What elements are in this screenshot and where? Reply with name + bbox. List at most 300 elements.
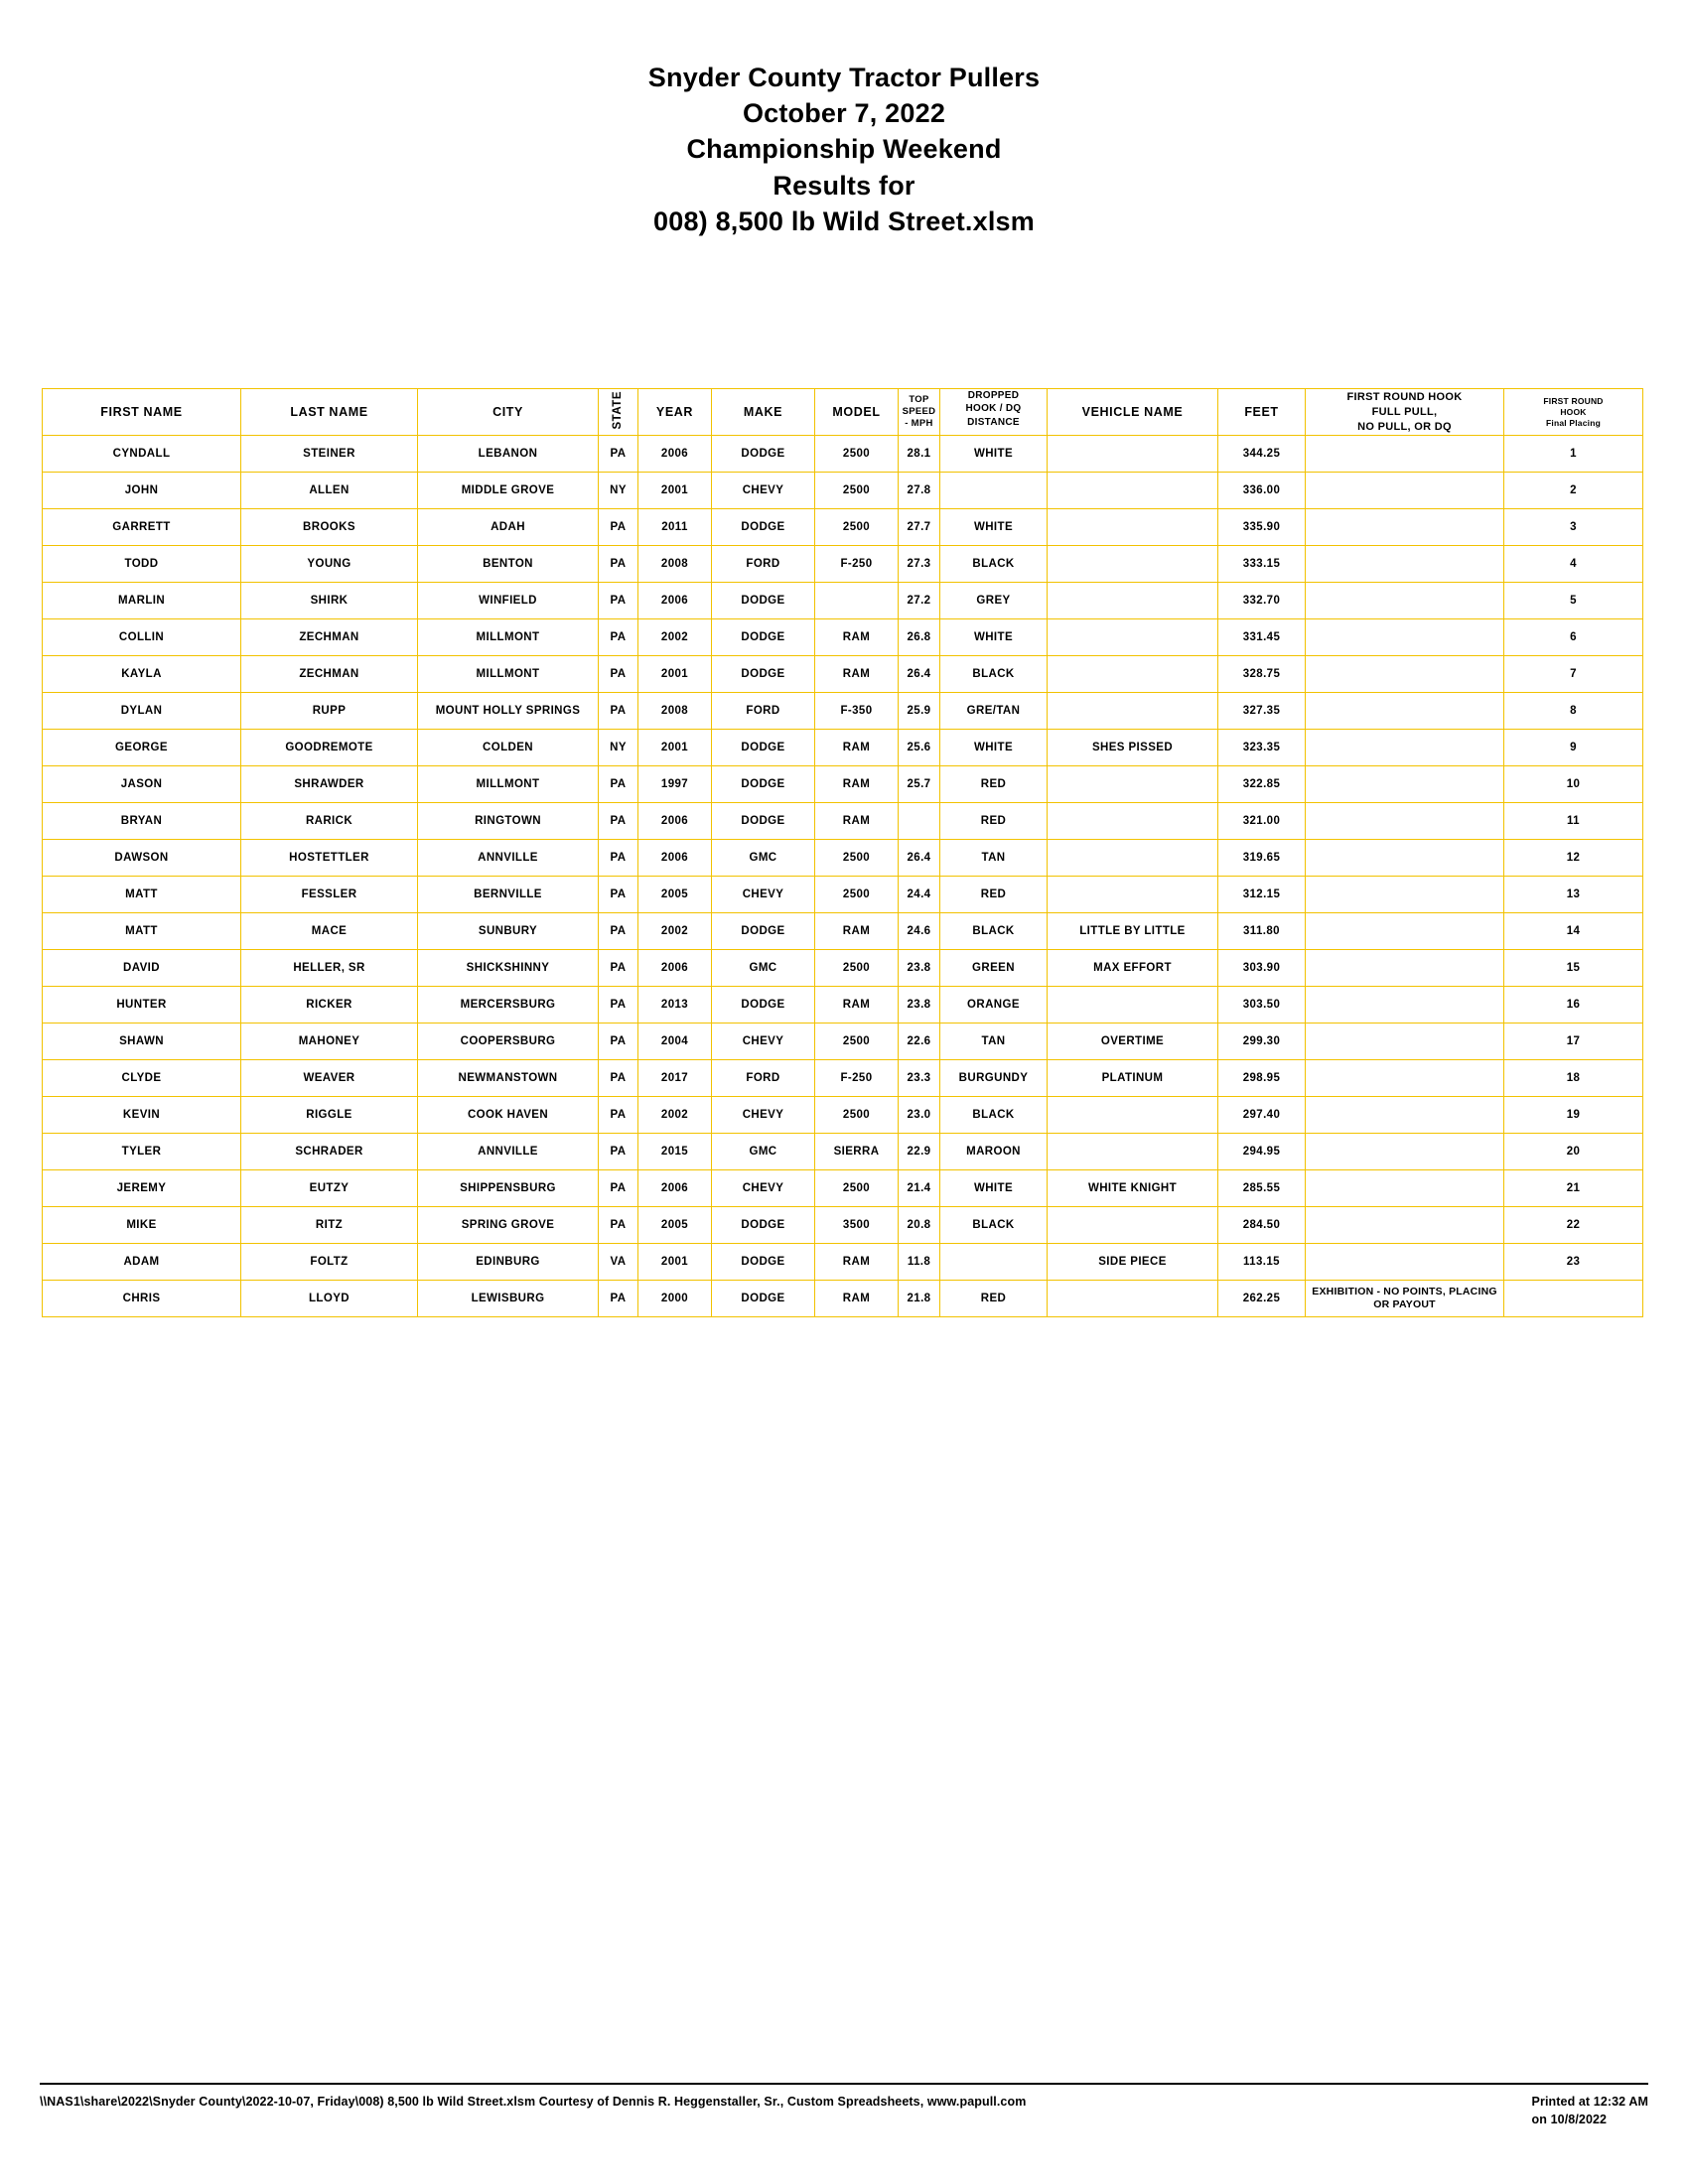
cell-make: DODGE [712, 987, 815, 1024]
cell-vehicle-name: MAX EFFORT [1048, 950, 1218, 987]
cell-state: PA [599, 950, 638, 987]
cell-top-speed: 22.6 [899, 1024, 940, 1060]
cell-vehicle-name [1048, 436, 1218, 473]
column-header-first-round-hook [1306, 388, 1504, 436]
cell-state: PA [599, 1170, 638, 1207]
cell-first-round-hook [1306, 950, 1504, 987]
cell-feet: 113.15 [1218, 1244, 1306, 1281]
cell-model: RAM [815, 766, 899, 803]
document-footer [40, 2083, 1648, 2128]
cell-first-name: MATT [43, 877, 241, 913]
table-row [43, 913, 1643, 950]
cell-feet: 284.50 [1218, 1207, 1306, 1244]
cell-first-round-hook [1306, 1060, 1504, 1097]
table-row [43, 619, 1643, 656]
cell-city: MILLMONT [418, 619, 599, 656]
cell-state: PA [599, 546, 638, 583]
cell-make: CHEVY [712, 877, 815, 913]
cell-first-round-hook [1306, 1170, 1504, 1207]
cell-vehicle-name [1048, 1281, 1218, 1317]
cell-top-speed: 26.4 [899, 656, 940, 693]
table-row [43, 1097, 1643, 1134]
cell-state: PA [599, 1024, 638, 1060]
cell-final-placing: 19 [1504, 1097, 1643, 1134]
cell-first-name: GARRETT [43, 509, 241, 546]
column-header-model: MODEL [815, 388, 899, 436]
cell-top-speed: 26.8 [899, 619, 940, 656]
cell-last-name: RICKER [241, 987, 418, 1024]
table-row [43, 693, 1643, 730]
cell-year: 2001 [638, 473, 712, 509]
cell-first-name: CLYDE [43, 1060, 241, 1097]
cell-first-name: TYLER [43, 1134, 241, 1170]
cell-final-placing: 16 [1504, 987, 1643, 1024]
cell-model: 3500 [815, 1207, 899, 1244]
cell-first-round-hook [1306, 730, 1504, 766]
table-row [43, 877, 1643, 913]
cell-dropped-hook: WHITE [940, 619, 1048, 656]
title-line-class-file: 008) 8,500 lb Wild Street.xlsm [653, 205, 1035, 236]
column-header-final-placing-line2: HOOK [1560, 406, 1587, 417]
cell-year: 2006 [638, 840, 712, 877]
column-header-final-placing-line1: FIRST ROUND [1543, 395, 1604, 406]
cell-final-placing: 8 [1504, 693, 1643, 730]
cell-dropped-hook: GREEN [940, 950, 1048, 987]
column-header-state [599, 388, 638, 436]
column-header-city: CITY [418, 388, 599, 436]
cell-vehicle-name: SIDE PIECE [1048, 1244, 1218, 1281]
cell-make: DODGE [712, 913, 815, 950]
results-table-header [43, 388, 1643, 436]
cell-make: DODGE [712, 509, 815, 546]
cell-model: RAM [815, 1281, 899, 1317]
cell-final-placing: 13 [1504, 877, 1643, 913]
cell-model: F-250 [815, 546, 899, 583]
table-row [43, 803, 1643, 840]
cell-first-round-hook [1306, 1244, 1504, 1281]
cell-last-name: ZECHMAN [241, 656, 418, 693]
cell-state: PA [599, 840, 638, 877]
cell-first-name: ADAM [43, 1244, 241, 1281]
cell-feet: 323.35 [1218, 730, 1306, 766]
cell-top-speed: 23.8 [899, 950, 940, 987]
cell-last-name: RUPP [241, 693, 418, 730]
cell-first-name: COLLIN [43, 619, 241, 656]
cell-state: PA [599, 509, 638, 546]
cell-make: GMC [712, 1134, 815, 1170]
cell-last-name: WEAVER [241, 1060, 418, 1097]
cell-first-round-hook: EXHIBITION - NO POINTS, PLACING OR PAYOUT [1306, 1281, 1504, 1317]
cell-city: WINFIELD [418, 583, 599, 619]
cell-year: 2004 [638, 1024, 712, 1060]
cell-feet: 328.75 [1218, 656, 1306, 693]
cell-first-round-hook [1306, 693, 1504, 730]
table-row [43, 1024, 1643, 1060]
cell-vehicle-name [1048, 546, 1218, 583]
cell-state: PA [599, 583, 638, 619]
cell-make: FORD [712, 1060, 815, 1097]
cell-dropped-hook: GREY [940, 583, 1048, 619]
cell-make: FORD [712, 546, 815, 583]
cell-model: 2500 [815, 473, 899, 509]
table-row [43, 546, 1643, 583]
cell-first-name: GEORGE [43, 730, 241, 766]
results-table [42, 388, 1643, 1318]
cell-city: SHIPPENSBURG [418, 1170, 599, 1207]
cell-first-round-hook [1306, 840, 1504, 877]
cell-vehicle-name: WHITE KNIGHT [1048, 1170, 1218, 1207]
table-row [43, 1170, 1643, 1207]
cell-vehicle-name [1048, 1207, 1218, 1244]
cell-final-placing: 21 [1504, 1170, 1643, 1207]
cell-model [815, 583, 899, 619]
cell-first-name: HUNTER [43, 987, 241, 1024]
title-line-results-for: Results for [773, 170, 915, 201]
cell-make: GMC [712, 840, 815, 877]
cell-final-placing: 10 [1504, 766, 1643, 803]
cell-first-name: KEVIN [43, 1097, 241, 1134]
column-header-final-placing [1504, 388, 1643, 436]
cell-final-placing: 11 [1504, 803, 1643, 840]
cell-last-name: SHRAWDER [241, 766, 418, 803]
cell-first-round-hook [1306, 473, 1504, 509]
cell-feet: 331.45 [1218, 619, 1306, 656]
column-header-first-hook-line1: FIRST ROUND HOOK [1346, 390, 1463, 403]
table-row [43, 436, 1643, 473]
cell-feet: 312.15 [1218, 877, 1306, 913]
cell-year: 2017 [638, 1060, 712, 1097]
cell-top-speed: 27.7 [899, 509, 940, 546]
cell-state: PA [599, 877, 638, 913]
footer-path-credit: \\NAS1\share\2022\Snyder County\2022-10-07, Friday\008) 8,500 lb Wild Street.xlsm Courtesy of Dennis R. Heggenstaller, Sr., Custom Spreadsheets, www.papull.com [40, 2094, 1027, 2109]
cell-first-name: DAWSON [43, 840, 241, 877]
footer-print-info [1532, 2093, 1648, 2128]
cell-final-placing: 18 [1504, 1060, 1643, 1097]
table-row [43, 1134, 1643, 1170]
cell-year: 2013 [638, 987, 712, 1024]
column-header-feet: FEET [1218, 388, 1306, 436]
cell-last-name: LLOYD [241, 1281, 418, 1317]
cell-first-round-hook [1306, 877, 1504, 913]
cell-first-round-hook [1306, 436, 1504, 473]
cell-top-speed: 23.8 [899, 987, 940, 1024]
cell-last-name: HELLER, SR [241, 950, 418, 987]
title-line-organization: Snyder County Tractor Pullers [647, 63, 1041, 92]
cell-dropped-hook: TAN [940, 1024, 1048, 1060]
cell-make: CHEVY [712, 1024, 815, 1060]
table-row [43, 509, 1643, 546]
cell-dropped-hook: TAN [940, 840, 1048, 877]
cell-dropped-hook: ORANGE [940, 987, 1048, 1024]
cell-top-speed: 27.3 [899, 546, 940, 583]
cell-city: ANNVILLE [418, 840, 599, 877]
cell-year: 1997 [638, 766, 712, 803]
cell-city: NEWMANSTOWN [418, 1060, 599, 1097]
cell-feet: 303.50 [1218, 987, 1306, 1024]
footer-print-time: Printed at 12:32 AM [1531, 2094, 1648, 2109]
cell-state: PA [599, 1281, 638, 1317]
cell-vehicle-name [1048, 877, 1218, 913]
column-header-final-placing-line3: Final Placing [1545, 417, 1602, 428]
cell-final-placing: 15 [1504, 950, 1643, 987]
cell-model: 2500 [815, 436, 899, 473]
cell-model: 2500 [815, 877, 899, 913]
cell-city: SHICKSHINNY [418, 950, 599, 987]
cell-first-round-hook [1306, 766, 1504, 803]
cell-dropped-hook [940, 473, 1048, 509]
results-table-wrapper [40, 388, 1648, 1318]
cell-vehicle-name [1048, 473, 1218, 509]
cell-state: PA [599, 1097, 638, 1134]
cell-make: FORD [712, 693, 815, 730]
cell-last-name: RITZ [241, 1207, 418, 1244]
table-row [43, 473, 1643, 509]
cell-city: COLDEN [418, 730, 599, 766]
cell-top-speed: 28.1 [899, 436, 940, 473]
cell-top-speed: 22.9 [899, 1134, 940, 1170]
cell-final-placing: 20 [1504, 1134, 1643, 1170]
cell-state: VA [599, 1244, 638, 1281]
cell-first-name: MARLIN [43, 583, 241, 619]
cell-vehicle-name [1048, 693, 1218, 730]
cell-top-speed: 24.4 [899, 877, 940, 913]
cell-model: 2500 [815, 1097, 899, 1134]
cell-final-placing: 9 [1504, 730, 1643, 766]
cell-dropped-hook: BLACK [940, 546, 1048, 583]
cell-year: 2006 [638, 1170, 712, 1207]
cell-first-round-hook [1306, 913, 1504, 950]
cell-feet: 333.15 [1218, 546, 1306, 583]
cell-dropped-hook: BLACK [940, 1207, 1048, 1244]
cell-feet: 294.95 [1218, 1134, 1306, 1170]
cell-first-name: TODD [43, 546, 241, 583]
table-row [43, 950, 1643, 987]
cell-year: 2006 [638, 803, 712, 840]
cell-make: DODGE [712, 1244, 815, 1281]
cell-dropped-hook [940, 1244, 1048, 1281]
cell-city: COOK HAVEN [418, 1097, 599, 1134]
cell-first-name: SHAWN [43, 1024, 241, 1060]
cell-dropped-hook: WHITE [940, 436, 1048, 473]
cell-first-name: CYNDALL [43, 436, 241, 473]
cell-first-name: KAYLA [43, 656, 241, 693]
column-header-dropped-hook [940, 388, 1048, 436]
cell-dropped-hook: WHITE [940, 1170, 1048, 1207]
cell-final-placing [1504, 1281, 1643, 1317]
cell-first-name: DYLAN [43, 693, 241, 730]
cell-year: 2005 [638, 877, 712, 913]
cell-top-speed: 20.8 [899, 1207, 940, 1244]
column-header-top-speed-line3: - MPH [905, 418, 933, 430]
cell-model: RAM [815, 619, 899, 656]
cell-last-name: FESSLER [241, 877, 418, 913]
cell-last-name: RARICK [241, 803, 418, 840]
cell-year: 2002 [638, 619, 712, 656]
cell-first-round-hook [1306, 656, 1504, 693]
cell-state: PA [599, 693, 638, 730]
cell-last-name: ALLEN [241, 473, 418, 509]
cell-first-round-hook [1306, 583, 1504, 619]
cell-state: NY [599, 473, 638, 509]
cell-first-name: CHRIS [43, 1281, 241, 1317]
cell-last-name: EUTZY [241, 1170, 418, 1207]
cell-state: PA [599, 1134, 638, 1170]
cell-feet: 336.00 [1218, 473, 1306, 509]
cell-last-name: RIGGLE [241, 1097, 418, 1134]
cell-top-speed: 27.8 [899, 473, 940, 509]
cell-city: BERNVILLE [418, 877, 599, 913]
cell-first-round-hook [1306, 619, 1504, 656]
cell-year: 2008 [638, 546, 712, 583]
cell-year: 2005 [638, 1207, 712, 1244]
results-table-body [43, 436, 1643, 1317]
cell-make: GMC [712, 950, 815, 987]
cell-vehicle-name: SHES PISSED [1048, 730, 1218, 766]
cell-city: EDINBURG [418, 1244, 599, 1281]
cell-feet: 344.25 [1218, 436, 1306, 473]
cell-state: PA [599, 619, 638, 656]
table-row [43, 840, 1643, 877]
cell-make: DODGE [712, 619, 815, 656]
cell-year: 2006 [638, 436, 712, 473]
column-header-dropped-line1: DROPPED [967, 389, 1020, 401]
cell-year: 2001 [638, 1244, 712, 1281]
cell-last-name: MAHONEY [241, 1024, 418, 1060]
cell-final-placing: 7 [1504, 656, 1643, 693]
cell-vehicle-name: OVERTIME [1048, 1024, 1218, 1060]
cell-final-placing: 1 [1504, 436, 1643, 473]
cell-model: F-250 [815, 1060, 899, 1097]
cell-model: RAM [815, 913, 899, 950]
cell-make: CHEVY [712, 1097, 815, 1134]
cell-year: 2015 [638, 1134, 712, 1170]
column-header-dropped-line2: HOOK / DQ [965, 403, 1022, 415]
cell-first-name: JASON [43, 766, 241, 803]
cell-city: SUNBURY [418, 913, 599, 950]
column-header-dropped-line3: DISTANCE [967, 416, 1020, 428]
cell-vehicle-name [1048, 840, 1218, 877]
cell-top-speed: 25.6 [899, 730, 940, 766]
cell-dropped-hook: BLACK [940, 1097, 1048, 1134]
cell-dropped-hook: RED [940, 766, 1048, 803]
cell-vehicle-name: PLATINUM [1048, 1060, 1218, 1097]
cell-feet: 332.70 [1218, 583, 1306, 619]
cell-last-name: SHIRK [241, 583, 418, 619]
column-header-state-text: STATE [611, 391, 624, 430]
cell-make: CHEVY [712, 473, 815, 509]
cell-top-speed: 21.8 [899, 1281, 940, 1317]
title-line-event: Championship Weekend [686, 134, 1002, 165]
cell-vehicle-name [1048, 656, 1218, 693]
cell-dropped-hook: WHITE [940, 509, 1048, 546]
cell-last-name: FOLTZ [241, 1244, 418, 1281]
cell-top-speed: 24.6 [899, 913, 940, 950]
cell-model: 2500 [815, 840, 899, 877]
cell-year: 2011 [638, 509, 712, 546]
cell-first-round-hook [1306, 803, 1504, 840]
cell-final-placing: 6 [1504, 619, 1643, 656]
cell-feet: 298.95 [1218, 1060, 1306, 1097]
column-header-top-speed [899, 388, 940, 436]
cell-model: RAM [815, 730, 899, 766]
column-header-top-speed-line1: TOP [909, 394, 929, 406]
cell-city: MOUNT HOLLY SPRINGS [418, 693, 599, 730]
cell-last-name: HOSTETTLER [241, 840, 418, 877]
cell-final-placing: 4 [1504, 546, 1643, 583]
column-header-make: MAKE [712, 388, 815, 436]
cell-model: 2500 [815, 1170, 899, 1207]
cell-dropped-hook: GRE/TAN [940, 693, 1048, 730]
cell-top-speed: 25.9 [899, 693, 940, 730]
cell-vehicle-name [1048, 987, 1218, 1024]
title-line-date: October 7, 2022 [742, 98, 946, 129]
cell-state: NY [599, 730, 638, 766]
cell-year: 2001 [638, 730, 712, 766]
cell-first-round-hook [1306, 1134, 1504, 1170]
cell-dropped-hook: BLACK [940, 913, 1048, 950]
cell-city: SPRING GROVE [418, 1207, 599, 1244]
cell-feet: 321.00 [1218, 803, 1306, 840]
cell-city: RINGTOWN [418, 803, 599, 840]
cell-city: LEBANON [418, 436, 599, 473]
cell-state: PA [599, 803, 638, 840]
cell-state: PA [599, 656, 638, 693]
cell-year: 2001 [638, 656, 712, 693]
cell-make: DODGE [712, 803, 815, 840]
cell-vehicle-name [1048, 803, 1218, 840]
table-row [43, 1244, 1643, 1281]
cell-first-round-hook [1306, 546, 1504, 583]
footer-print-date: on 10/8/2022 [1531, 2112, 1608, 2126]
cell-feet: 322.85 [1218, 766, 1306, 803]
cell-feet: 297.40 [1218, 1097, 1306, 1134]
cell-first-round-hook [1306, 1024, 1504, 1060]
cell-top-speed: 21.4 [899, 1170, 940, 1207]
cell-first-round-hook [1306, 1097, 1504, 1134]
cell-final-placing: 3 [1504, 509, 1643, 546]
table-row [43, 1207, 1643, 1244]
cell-make: DODGE [712, 583, 815, 619]
cell-feet: 262.25 [1218, 1281, 1306, 1317]
cell-city: LEWISBURG [418, 1281, 599, 1317]
cell-year: 2000 [638, 1281, 712, 1317]
cell-make: DODGE [712, 1207, 815, 1244]
cell-feet: 327.35 [1218, 693, 1306, 730]
cell-first-round-hook [1306, 987, 1504, 1024]
cell-last-name: YOUNG [241, 546, 418, 583]
cell-city: MILLMONT [418, 766, 599, 803]
cell-model: RAM [815, 656, 899, 693]
cell-feet: 335.90 [1218, 509, 1306, 546]
cell-first-name: MATT [43, 913, 241, 950]
cell-first-name: JEREMY [43, 1170, 241, 1207]
cell-model: 2500 [815, 509, 899, 546]
cell-first-name: BRYAN [43, 803, 241, 840]
cell-first-name: MIKE [43, 1207, 241, 1244]
cell-make: DODGE [712, 656, 815, 693]
cell-city: BENTON [418, 546, 599, 583]
column-header-first-hook-line3: NO PULL, OR DQ [1357, 420, 1452, 433]
cell-model: SIERRA [815, 1134, 899, 1170]
cell-top-speed: 23.3 [899, 1060, 940, 1097]
cell-state: PA [599, 913, 638, 950]
column-header-year: YEAR [638, 388, 712, 436]
document-title-block [40, 60, 1648, 239]
cell-last-name: BROOKS [241, 509, 418, 546]
cell-vehicle-name [1048, 1134, 1218, 1170]
cell-state: PA [599, 1060, 638, 1097]
cell-feet: 285.55 [1218, 1170, 1306, 1207]
